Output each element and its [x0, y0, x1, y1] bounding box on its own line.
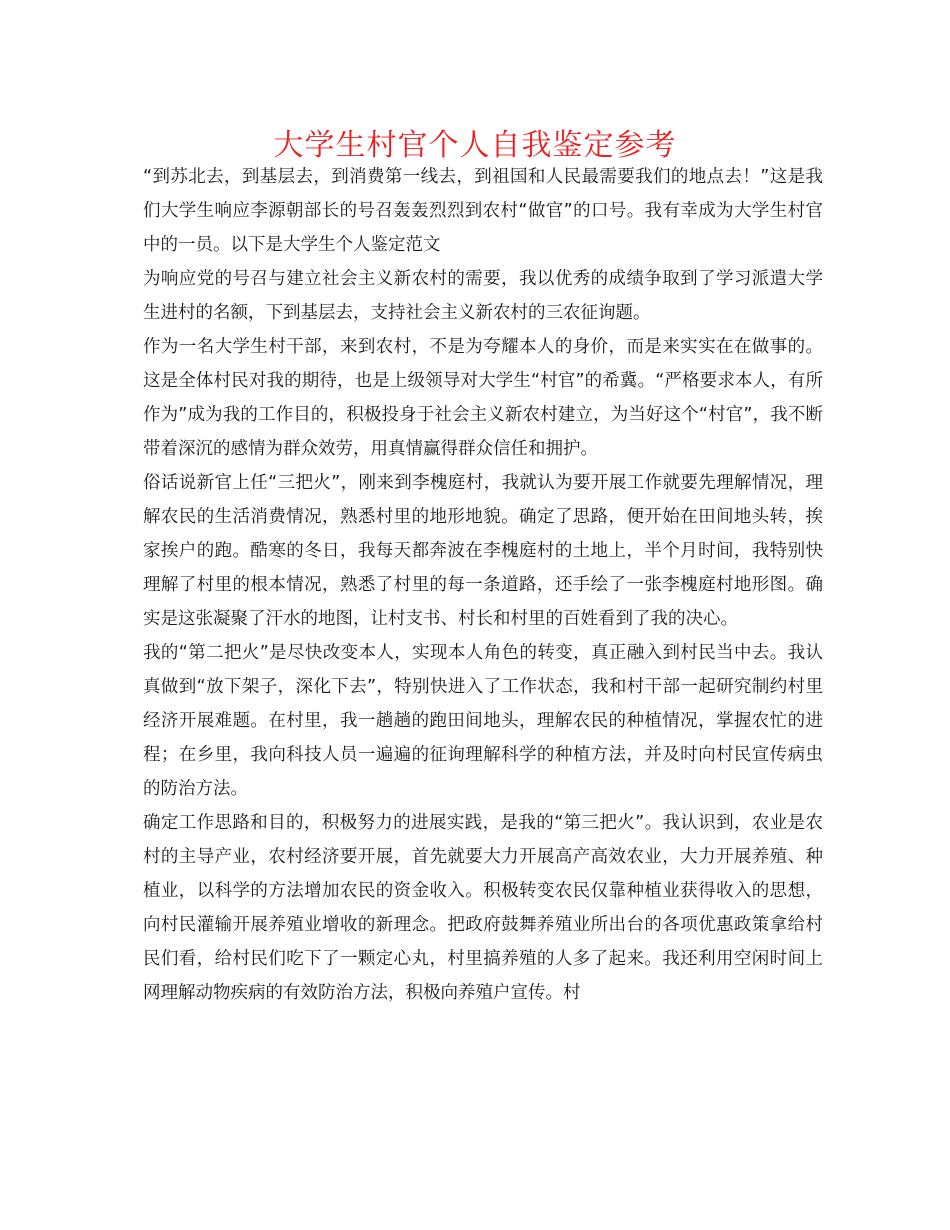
paragraph-response: 为响应党的号召与建立社会主义新农村的需要，我以优秀的成绩争取到了学习派遣大学生进村的名额，下到基层去，支持社会主义新农村的三农征询题。 [143, 269, 823, 323]
document-body [143, 160, 823, 1010]
paragraph-intro: “到苏北去，到基层去，到消费第一线去，到祖国和人民最需要我们的地点去！”这是我们大学生响应李源朝部长的号召轰轰烈烈到农村“做官”的口号。我有幸成为大学生村官中的一员。以下是大学生个人鉴定范文 [143, 167, 823, 255]
paragraph-first-fire: 俗话说新官上任“三把火”，刚来到李槐庭村，我就认为要开展工作就要先理解情况，理解农民的生活消费情况，熟悉村里的地形地貌。确定了思路，便开始在田间地头转，挨家挨户的跑。酷寒的冬日，我每天都奔波在李槐庭村的土地上，半个月时间，我特别快理解了村里的根本情况，熟悉了村里的每一条道路，还手绘了一张李槐庭村地形图。确实是这张凝聚了汗水的地图，让村支书、村长和村里的百姓看到了我的决心。 [143, 473, 823, 629]
paragraph-role: 作为一名大学生村干部，来到农村，不是为夸耀本人的身价，而是来实实在在做事的。这是全体村民对我的期待，也是上级领导对大学生“村官”的希冀。“严格要求本人，有所作为”成为我的工作目的，积极投身于社会主义新农村建立，为当好这个“村官”，我不断带着深沉的感情为群众效劳，用真情赢得群众信任和拥护。 [143, 337, 823, 459]
document-title: 大学生村官个人自我鉴定参考 [273, 128, 677, 163]
paragraph-second-fire: 我的“第二把火”是尽快改变本人，实现本人角色的转变，真正融入到村民当中去。我认真做到“放下架子，深化下去”，特别快进入了工作状态，我和村干部一起研究制约村里经济开展难题。在村里，我一趟趟的跑田间地头，理解农民的种植情况，掌握农忙的进程；在乡里，我向科技人员一遍遍的征询理解科学的种植方法，并及时向村民宣传病虫的防治方法。 [143, 643, 823, 799]
paragraph-third-fire: 确定工作思路和目的，积极努力的进展实践，是我的“第三把火”。我认识到，农业是农村的主导产业，农村经济要开展，首先就要大力开展高产高效农业，大力开展养殖、种植业，以科学的方法增加农民的资金收入。积极转变农民仅靠种植业获得收入的思想，向村民灌输开展养殖业增收的新理念。把政府鼓舞养殖业所出台的各项优惠政策拿给村民们看，给村民们吃下了一颗定心丸，村里搞养殖的人多了起来。我还利用空闲时间上网理解动物疾病的有效防治方法，积极向养殖户宣传。村 [143, 813, 823, 1003]
